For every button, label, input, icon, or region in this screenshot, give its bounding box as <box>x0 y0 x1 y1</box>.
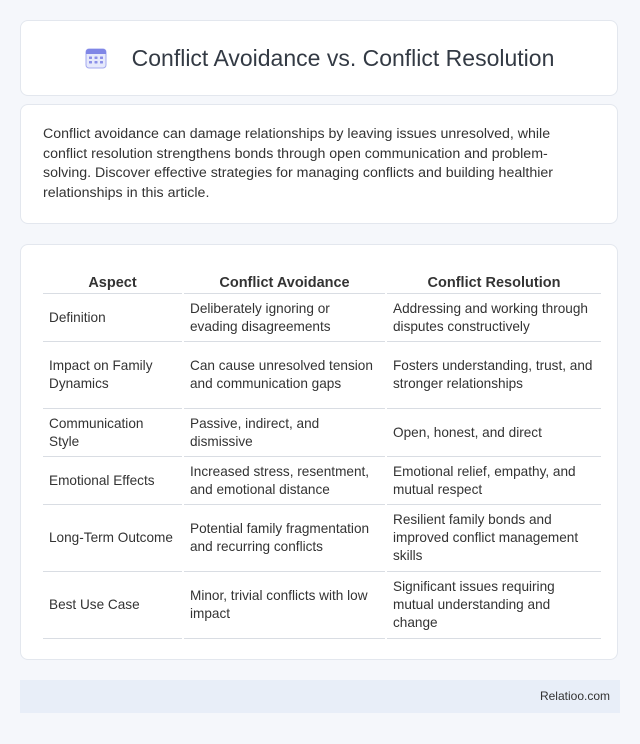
footer <box>20 680 620 713</box>
intro-card <box>20 104 618 224</box>
row-aspect: Emotional Effects <box>43 457 182 505</box>
row-avoidance: Potential family fragmentation and recurring conflicts <box>184 505 385 572</box>
footer-brand[interactable]: Relatioo.com <box>539 689 610 703</box>
row-avoidance: Increased stress, resentment, and emotional distance <box>184 457 385 505</box>
row-resolution: Emotional relief, empathy, and mutual respect <box>387 457 601 505</box>
row-resolution: Fosters understanding, trust, and stronger relationships <box>387 342 601 409</box>
row-avoidance: Deliberately ignoring or evading disagreements <box>184 294 385 342</box>
row-aspect: Long-Term Outcome <box>43 505 182 572</box>
table-row <box>43 572 601 639</box>
row-aspect: Communication Style <box>43 409 182 457</box>
calendar-icon <box>84 46 108 70</box>
row-avoidance: Minor, trivial conflicts with low impact <box>184 572 385 639</box>
header-conflict-avoidance: Conflict Avoidance <box>184 265 385 294</box>
row-resolution: Addressing and working through disputes constructively <box>387 294 601 342</box>
title-card <box>20 20 618 96</box>
row-aspect: Impact on Family Dynamics <box>43 342 182 409</box>
table-header-row <box>43 265 601 294</box>
row-aspect: Definition <box>43 294 182 342</box>
table-row <box>43 409 601 457</box>
row-aspect: Best Use Case <box>43 572 182 639</box>
table-row <box>43 505 601 572</box>
header-conflict-resolution: Conflict Resolution <box>387 265 601 294</box>
table-row <box>43 342 601 409</box>
row-resolution: Significant issues requiring mutual understanding and change <box>387 572 601 639</box>
comparison-table <box>41 265 603 639</box>
row-resolution: Open, honest, and direct <box>387 409 601 457</box>
title-wrap <box>84 45 555 72</box>
table-row <box>43 294 601 342</box>
row-avoidance: Can cause unresolved tension and communication gaps <box>184 342 385 409</box>
table-card <box>20 244 618 660</box>
row-avoidance: Passive, indirect, and dismissive <box>184 409 385 457</box>
row-resolution: Resilient family bonds and improved conflict management skills <box>387 505 601 572</box>
header-aspect: Aspect <box>43 265 182 294</box>
table-row <box>43 457 601 505</box>
page-title: Conflict Avoidance vs. Conflict Resolution <box>131 44 555 71</box>
intro-text: Conflict avoidance can damage relationships by leaving issues unresolved, while conflict resolution strengthens bonds through open communication and problem-solving. Discover effective strategies for managing conflicts and building healthier relationships in this article. <box>43 126 553 201</box>
